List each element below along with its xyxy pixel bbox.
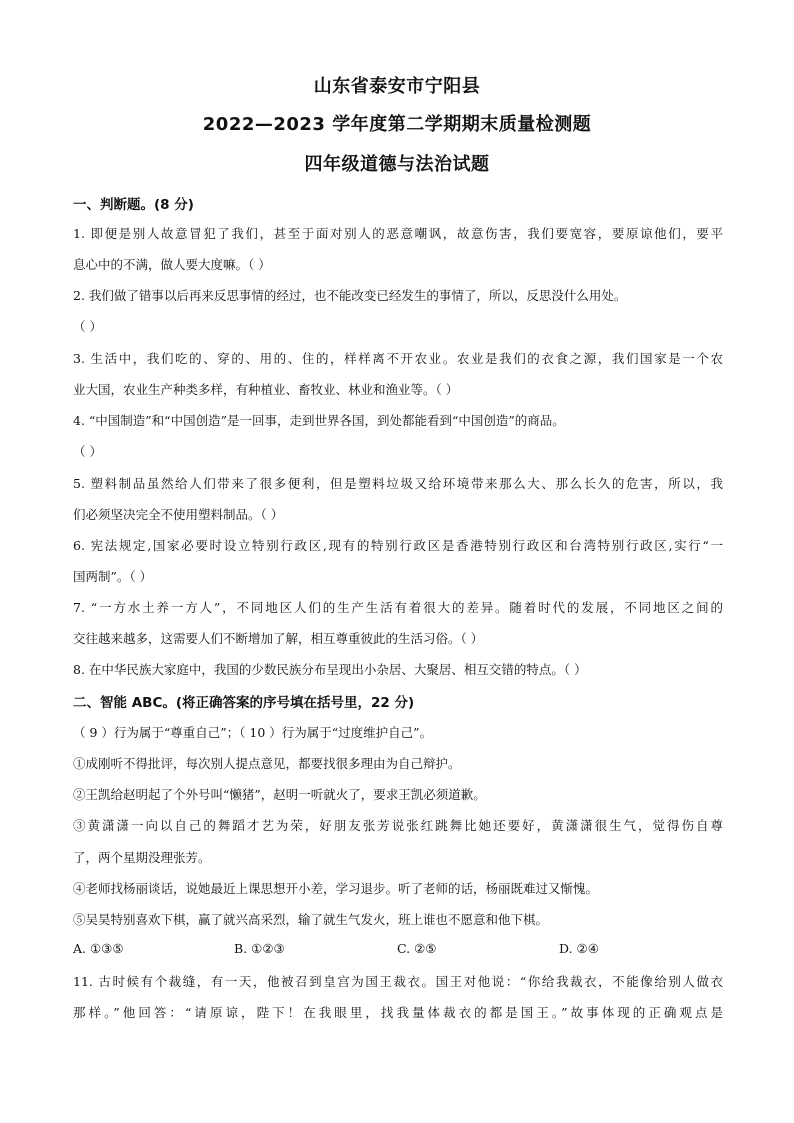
q9-10-stem: （ 9 ）行为属于“尊重自己”；（ 10 ）行为属于“过度维护自己”。 xyxy=(73,725,433,740)
q5-line1: 5. 塑料制品虽然给人们带来了很多便利，但是塑料垃圾又给环境带来那么大、那么长久的危害，所以，我 xyxy=(73,476,723,491)
q5-line2: 们必须坚决完全不使用塑料制品。（ ） xyxy=(73,507,284,522)
q6-line2: 国两制”。（ ） xyxy=(73,569,153,584)
q4-line1: 4. “中国制造”和“中国创造”是一回事，走到世界各国，到处都能看到“中国创造”的商品。 xyxy=(73,413,565,428)
q3-line2: 业大国，农业生产种类多样，有种植业、畜牧业、林业和渔业等。（ ） xyxy=(73,382,459,397)
q7-line2: 交往越来越多，这需要人们不断增加了解，相互尊重彼此的生活习俗。（ ） xyxy=(73,631,484,646)
exam-title-subject: 四年级道德与法治试题 xyxy=(304,154,490,175)
section1-heading: 一、判断题。(8 分) xyxy=(73,197,194,213)
exam-title-region: 山东省泰安市宁阳县 xyxy=(313,76,481,97)
q8-line1: 8. 在中华民族大家庭中，我国的少数民族分布呈现出小杂居、大聚居、相互交错的特点。（ ） xyxy=(73,662,587,677)
q11-line1: 11. 古时候有个裁缝，有一天，他被召到皇宫为国王裁衣。国王对他说：“你给我裁衣，不能像给别人做衣 xyxy=(73,974,723,989)
option-d: D. ②④ xyxy=(559,941,599,956)
q1-line2: 息心中的不满，做人要大度嘛。（ ） xyxy=(73,257,271,272)
option-a: A. ①③⑤ xyxy=(73,941,124,956)
statement-2: ②王凯给赵明起了个外号叫“懒猪”，赵明一听就火了，要求王凯必须道歉。 xyxy=(73,787,486,802)
statement-3-line1: ③黄潇潇一向以自己的舞蹈才艺为荣，好朋友张芳说张红跳舞比她还要好，黄潇潇很生气，觉得伤自尊 xyxy=(73,818,723,833)
statement-3-line2: 了，两个星期没理张芳。 xyxy=(73,850,211,865)
q3-line1: 3. 生活中，我们吃的、穿的、用的、住的，样样离不开农业。农业是我们的衣食之源，我们国家是一个农 xyxy=(73,351,723,366)
q11-line2: 那样。”他回答：“请原谅，陛下！在我眼里，找我量体裁衣的都是国王。”故事体现的正确观点是 xyxy=(73,1005,723,1020)
q1-line1: 1. 即便是别人故意冒犯了我们，甚至于面对别人的恶意嘲讽，故意伤害，我们要宽容，要原谅他们，要平 xyxy=(73,226,723,241)
q2-line2: （ ） xyxy=(73,319,102,334)
statement-1: ①成刚听不得批评，每次别人提点意见，都要找很多理由为自己辩护。 xyxy=(73,756,461,771)
option-b: B. ①②③ xyxy=(234,941,285,956)
exam-title-term: 2022—2023 学年度第二学期期末质量检测题 xyxy=(202,114,592,135)
statement-5: ⑤吴昊特别喜欢下棋，赢了就兴高采烈，输了就生气发火，班上谁也不愿意和他下棋。 xyxy=(73,912,549,927)
q4-line2: （ ） xyxy=(73,444,102,459)
q7-line1: 7. “一方水土养一方人”，不同地区人们的生产生活有着很大的差异。随着时代的发展，不同地区之间的 xyxy=(73,600,723,615)
q6-line1: 6. 宪法规定,国家必要时设立特别行政区,现有的特别行政区是香港特别行政区和台湾特别行政区,实行“一 xyxy=(73,538,723,553)
option-c: C. ②⑤ xyxy=(397,941,437,956)
section2-heading: 二、智能 ABC。(将正确答案的序号填在括号里，22 分) xyxy=(73,695,415,711)
statement-4: ④老师找杨丽谈话，说她最近上课思想开小差，学习退步。听了老师的话，杨丽既难过又惭愧。 xyxy=(73,881,599,896)
q2-line1: 2. 我们做了错事以后再来反思事情的经过，也不能改变已经发生的事情了，所以，反思没什么用处。 xyxy=(73,288,627,303)
